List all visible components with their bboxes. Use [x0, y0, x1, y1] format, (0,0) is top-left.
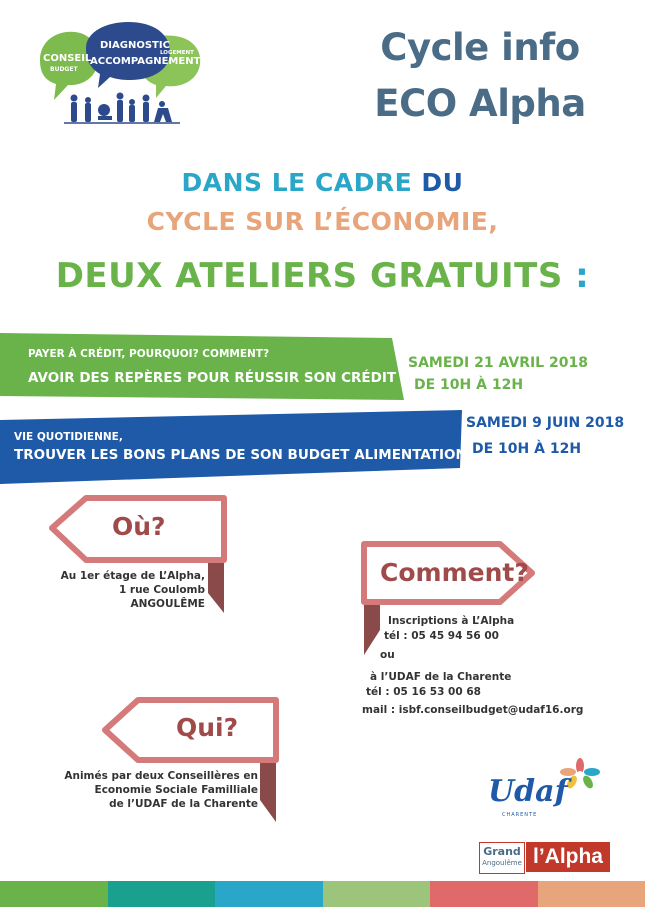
logo-budget: BUDGET: [50, 66, 78, 73]
workshop-1-time: DE 10H À 12H: [414, 377, 524, 393]
grand-line-1: Grand: [483, 845, 521, 858]
footer-bar-4: [323, 881, 431, 907]
udaf-logo-text: Udaf: [488, 774, 568, 809]
footer-bar-2: [108, 881, 216, 907]
how-line-6: mail : isbf.conseilbudget@udaf16.org: [362, 704, 584, 716]
who-line-3: de l’UDAF de la Charente: [109, 798, 258, 810]
logo-conseil: CONSEIL: [43, 53, 92, 64]
logo-accompagnement: ACCOMPAGNEMENT: [90, 56, 201, 67]
where-title: Où?: [112, 512, 166, 541]
who-title: Qui?: [176, 713, 239, 742]
grand-line-2: Angoulême: [482, 859, 522, 867]
workshop-2-time: DE 10H À 12H: [472, 441, 582, 457]
who-line-1: Animés par deux Conseillères en: [64, 770, 258, 782]
how-line-4: à l’UDAF de la Charente: [370, 671, 512, 683]
where-address: [40, 569, 205, 611]
footer-bar-6: [538, 881, 645, 907]
footer-bar-5: [430, 881, 538, 907]
title-line-1: Cycle info: [380, 26, 580, 69]
headline-main: DEUX ATELIERS GRATUITS: [55, 256, 563, 296]
alpha-logo: l’Alpha: [526, 842, 610, 872]
headline-line-2: CYCLE SUR L’ÉCONOMIE,: [146, 207, 499, 236]
headline-colon: :: [562, 256, 590, 296]
how-line-3: ou: [380, 649, 395, 661]
logo-logement: LOGEMENT: [160, 50, 194, 56]
udaf-logo-subtext: CHARENTE: [502, 812, 538, 818]
who-description: [40, 769, 258, 811]
workshop-1-date: SAMEDI 21 AVRIL 2018: [408, 355, 588, 371]
workshop-1-title: AVOIR DES REPÈRES POUR RÉUSSIR SON CRÉDIT !: [28, 370, 407, 386]
footer-bar-3: [215, 881, 323, 907]
title-line-2: ECO Alpha: [374, 82, 586, 125]
headline-part-2: DU: [412, 168, 464, 197]
workshop-2-subtitle: VIE QUOTIDIENNE,: [14, 431, 123, 443]
where-line-2: 1 rue Coulomb: [118, 584, 205, 596]
workshop-1-question: PAYER À CRÉDIT, POURQUOI? COMMENT?: [28, 348, 270, 360]
how-title: Comment?: [380, 558, 529, 587]
footer-bar-1: [0, 881, 108, 907]
logo-diagnostic: DIAGNOSTIC: [100, 40, 170, 51]
how-line-2: tél : 05 45 94 56 00: [384, 630, 499, 642]
headline-part-1: DANS LE CADRE: [181, 168, 413, 197]
workshop-2-title: TROUVER LES BONS PLANS DE SON BUDGET ALIMENTATION: [14, 447, 467, 463]
how-line-1: Inscriptions à L’Alpha: [388, 615, 515, 627]
workshop-2-date: SAMEDI 9 JUIN 2018: [466, 415, 625, 431]
how-line-5: tél : 05 16 53 00 68: [366, 686, 481, 698]
footer-color-bar: [0, 881, 645, 907]
where-line-1: Au 1er étage de L’Alpha,: [60, 570, 205, 582]
where-line-3: ANGOULÊME: [130, 598, 205, 610]
who-line-2: Economie Sociale Familliale: [94, 784, 258, 796]
grand-angouleme-logo: [479, 842, 525, 874]
